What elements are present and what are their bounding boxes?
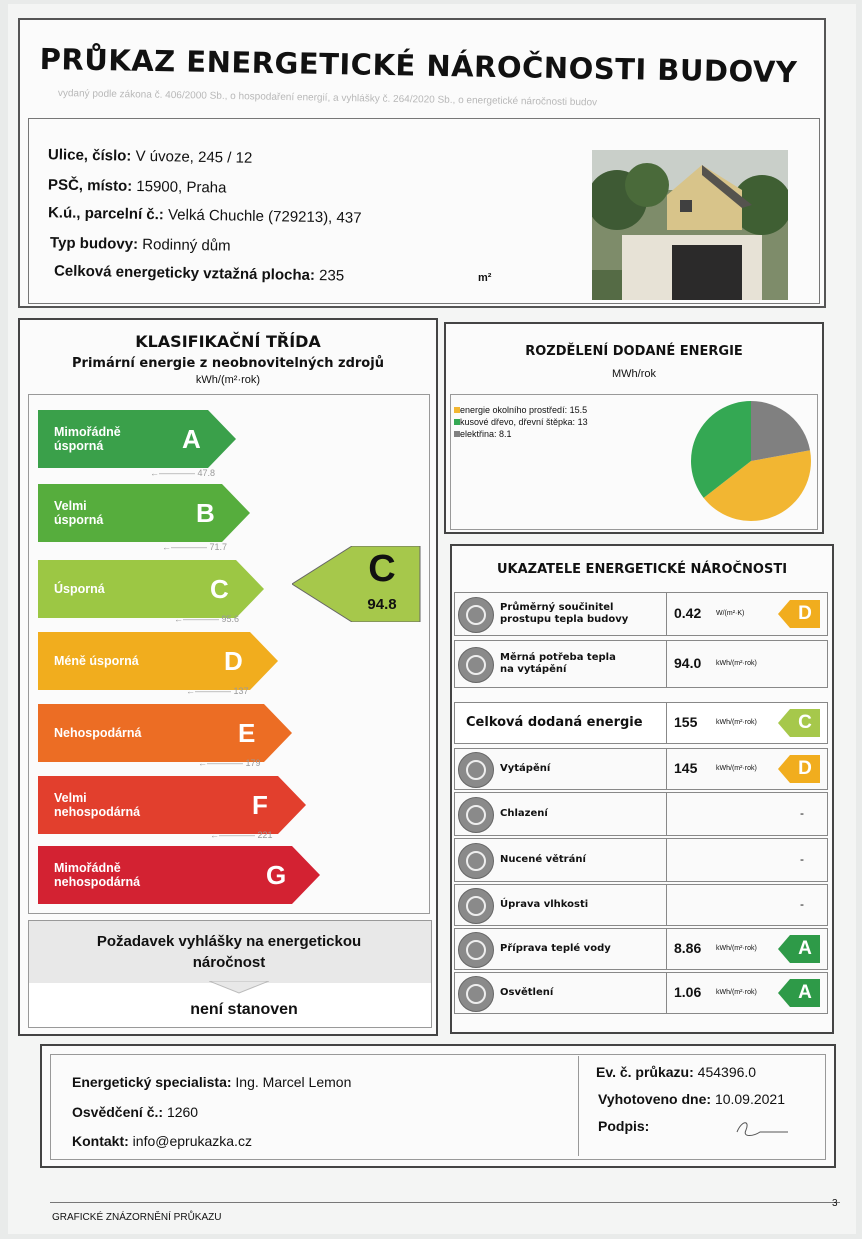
cooling-thermometer-icon xyxy=(458,797,494,833)
requirement-pointer xyxy=(209,981,269,995)
requirement-title: Požadavek vyhlášky na energetickou náročnost xyxy=(96,933,362,971)
value-column-divider xyxy=(666,838,667,882)
classification-subtitle: Primární energie z neobnovitelných zdrojů xyxy=(72,356,384,371)
class-bar-g xyxy=(38,846,322,904)
class-letter-c: C xyxy=(210,573,229,604)
result-value: 94.8 xyxy=(367,596,397,613)
indicator-unit: kWh/(m²·rok) xyxy=(716,989,757,996)
indicator-label: Osvětlení xyxy=(500,987,554,998)
classification-title: KLASIFIKAČNÍ TŘÍDA xyxy=(135,332,321,351)
indicators-title: UKAZATELE ENERGETICKÉ NÁROČNOSTI xyxy=(496,562,788,577)
threshold-arrow-icon: ←———— xyxy=(162,542,210,552)
indicator-value: 8.86 xyxy=(674,940,702,956)
building-photo xyxy=(592,150,788,300)
class-letter-d: D xyxy=(224,645,243,676)
requirement-box xyxy=(28,920,432,1028)
indicator-unit: W/(m²·K) xyxy=(716,610,745,617)
value-column-divider xyxy=(666,748,667,790)
class-label-a: Mimořádně úsporná xyxy=(54,425,121,453)
class-threshold-f xyxy=(210,830,273,840)
indicator-label: Měrná potřeba tepla na vytápění xyxy=(500,652,616,675)
page-number: 3 xyxy=(832,1198,838,1209)
threshold-value: 71.7 xyxy=(209,542,228,552)
indicator-label: Celková dodaná energie xyxy=(466,715,643,730)
value-column-divider xyxy=(666,702,667,744)
result-letter: C xyxy=(368,548,396,590)
indicator-label: Úprava vlhkosti xyxy=(500,899,589,910)
indicator-value: 155 xyxy=(674,714,698,730)
street-label: Ulice, číslo: xyxy=(47,146,132,165)
class-letter-b: B xyxy=(196,497,215,528)
class-threshold-a xyxy=(150,468,215,478)
specialist-label: Energetický specialista: xyxy=(72,1074,232,1090)
indicator-class-badge xyxy=(778,709,822,737)
certificate-no-value: 1260 xyxy=(166,1104,199,1120)
result-arrow xyxy=(292,546,422,622)
contact-value: info@eprukazka.cz xyxy=(132,1133,252,1149)
value-column-divider xyxy=(666,972,667,1014)
indicator-class-letter: A xyxy=(798,938,812,959)
class-letter-a: A xyxy=(182,423,201,454)
threshold-value: 221 xyxy=(257,830,273,840)
fan-icon xyxy=(458,843,494,879)
legend-item-wood xyxy=(454,416,588,428)
class-label-e: Nehospodárná xyxy=(54,726,142,740)
street-row xyxy=(48,146,253,167)
building-type-value: Rodinný dům xyxy=(142,236,231,255)
indicator-class-empty: - xyxy=(800,806,804,820)
building-envelope-icon xyxy=(458,597,494,633)
class-threshold-d xyxy=(186,686,249,696)
indicator-unit: kWh/(m²·rok) xyxy=(716,945,757,952)
class-threshold-b xyxy=(162,542,227,552)
footer-divider xyxy=(578,1056,579,1156)
issue-date-value: 10.09.2021 xyxy=(714,1091,786,1107)
threshold-value: 47.8 xyxy=(197,468,216,478)
indicator-label: Vytápění xyxy=(500,763,551,774)
page-subtitle: vydaný podle zákona č. 406/2000 Sb., o hospodaření energií, a vyhlášky č. 264/2020 Sb., o energetické náročnosti budov xyxy=(57,88,598,109)
water-tap-icon xyxy=(458,932,494,968)
legend-item-ambient xyxy=(454,404,588,416)
indicator-label: Chlazení xyxy=(500,808,548,819)
distribution-pie-chart xyxy=(688,398,814,524)
indicator-unit: kWh/(m²·rok) xyxy=(716,719,757,726)
contact-row xyxy=(72,1133,252,1149)
indicator-class-badge xyxy=(778,755,822,783)
class-bar-b xyxy=(38,484,252,542)
area-unit: m² xyxy=(478,272,492,284)
cadastre-value: Velká Chuchle (729213), 437 xyxy=(167,206,362,227)
indicator-class-letter: D xyxy=(798,603,812,624)
class-bar-c xyxy=(38,560,266,618)
value-column-divider xyxy=(666,592,667,636)
building-type-label: Typ budovy: xyxy=(49,234,139,253)
class-bar-d xyxy=(38,632,280,690)
ev-number-value: 454396.0 xyxy=(697,1064,757,1080)
indicator-value: 94.0 xyxy=(674,655,702,671)
ev-number-label: Ev. č. průkazu: xyxy=(596,1064,694,1080)
indicator-class-letter: D xyxy=(798,758,812,779)
psc-value: 15900, Praha xyxy=(136,177,227,197)
issue-date-label: Vyhotoveno dne: xyxy=(598,1091,712,1107)
indicator-value: 1.06 xyxy=(674,984,702,1000)
threshold-arrow-icon: ←———— xyxy=(150,468,198,478)
light-bulb-icon xyxy=(458,976,494,1012)
indicator-class-empty: - xyxy=(800,852,804,866)
class-letter-e: E xyxy=(238,717,256,748)
contact-label: Kontakt: xyxy=(72,1133,129,1149)
heating-demand-icon xyxy=(458,647,494,683)
area-label: Celková energeticky vztažná plocha: xyxy=(53,262,316,285)
class-bar-f xyxy=(38,776,308,834)
certificate-no-row xyxy=(72,1104,198,1120)
issue-date-row xyxy=(598,1091,785,1107)
distribution-unit: MWh/rok xyxy=(612,368,656,380)
specialist-row xyxy=(72,1074,351,1090)
class-label-f: Velmi nehospodárná xyxy=(54,791,141,819)
threshold-value: 179 xyxy=(245,758,261,768)
certificate-no-label: Osvědčení č.: xyxy=(72,1104,164,1120)
classification-unit: kWh/(m²·rok) xyxy=(195,374,261,386)
psc-label: PSČ, místo: xyxy=(47,176,133,195)
humidity-drop-icon xyxy=(458,888,494,924)
legend-label-electricity: elektřina: 8.1 xyxy=(460,429,512,439)
threshold-arrow-icon: ←———— xyxy=(174,614,222,624)
indicator-class-letter: C xyxy=(798,712,812,733)
indicator-class-empty: - xyxy=(800,897,804,911)
class-label-d: Méně úsporná xyxy=(54,654,139,668)
indicator-value: 0.42 xyxy=(674,605,702,621)
distribution-legend xyxy=(454,404,588,440)
class-threshold-e xyxy=(198,758,261,768)
ev-number-row xyxy=(596,1064,756,1080)
building-type-row xyxy=(50,234,231,254)
class-label-g: Mimořádně nehospodárná xyxy=(54,861,141,889)
value-column-divider xyxy=(666,928,667,970)
legend-label-wood: kusové dřevo, dřevní štěpka: 13 xyxy=(460,417,588,427)
value-column-divider xyxy=(666,792,667,836)
indicator-unit: kWh/(m²·rok) xyxy=(716,765,757,772)
bottom-rule xyxy=(50,1202,840,1203)
class-label-b: Velmi úsporná xyxy=(54,499,104,527)
cadastre-label: K.ú., parcelní č.: xyxy=(47,204,165,224)
specialist-value: Ing. Marcel Lemon xyxy=(235,1074,352,1090)
indicator-unit: kWh/(m²·rok) xyxy=(716,660,757,667)
page-title: PRŮKAZ ENERGETICKÉ NÁROČNOSTI BUDOVY xyxy=(39,42,798,90)
value-column-divider xyxy=(666,884,667,926)
indicator-value: 145 xyxy=(674,760,698,776)
legend-item-electricity xyxy=(454,428,588,440)
indicator-class-letter: A xyxy=(798,982,812,1003)
class-threshold-c xyxy=(174,614,239,624)
indicator-label: Příprava teplé vody xyxy=(500,943,611,954)
value-column-divider xyxy=(666,640,667,688)
psc-row xyxy=(48,176,227,196)
thermometer-icon xyxy=(458,752,494,788)
legend-label-ambient: energie okolního prostředí: 15.5 xyxy=(460,405,588,415)
class-bar-e xyxy=(38,704,294,762)
distribution-title: ROZDĚLENÍ DODANÉ ENERGIE xyxy=(525,344,743,359)
signature-label: Podpis: xyxy=(598,1118,650,1134)
bottom-caption: GRAFICKÉ ZNÁZORNĚNÍ PRŮKAZU xyxy=(52,1212,222,1223)
indicator-class-badge xyxy=(778,979,822,1007)
street-value: V úvoze, 245 / 12 xyxy=(135,147,253,167)
indicator-class-badge xyxy=(778,935,822,963)
requirement-value: není stanoven xyxy=(190,1001,298,1018)
class-label-c: Úsporná xyxy=(54,582,105,596)
threshold-arrow-icon: ←———— xyxy=(198,758,246,768)
threshold-arrow-icon: ←———— xyxy=(186,686,234,696)
signature-row xyxy=(598,1118,649,1134)
area-value: 235 xyxy=(318,267,345,285)
indicator-label: Průměrný součinitel prostupu tepla budovy xyxy=(500,602,629,625)
indicator-label: Nucené větrání xyxy=(500,854,586,865)
class-letter-g: G xyxy=(266,859,287,890)
threshold-arrow-icon: ←———— xyxy=(210,830,258,840)
indicator-class-badge xyxy=(778,600,822,628)
signature-mark xyxy=(732,1118,792,1142)
threshold-value: 95.6 xyxy=(221,614,240,624)
class-bar-a xyxy=(38,410,238,468)
threshold-value: 137 xyxy=(233,686,249,696)
class-letter-f: F xyxy=(252,789,268,820)
